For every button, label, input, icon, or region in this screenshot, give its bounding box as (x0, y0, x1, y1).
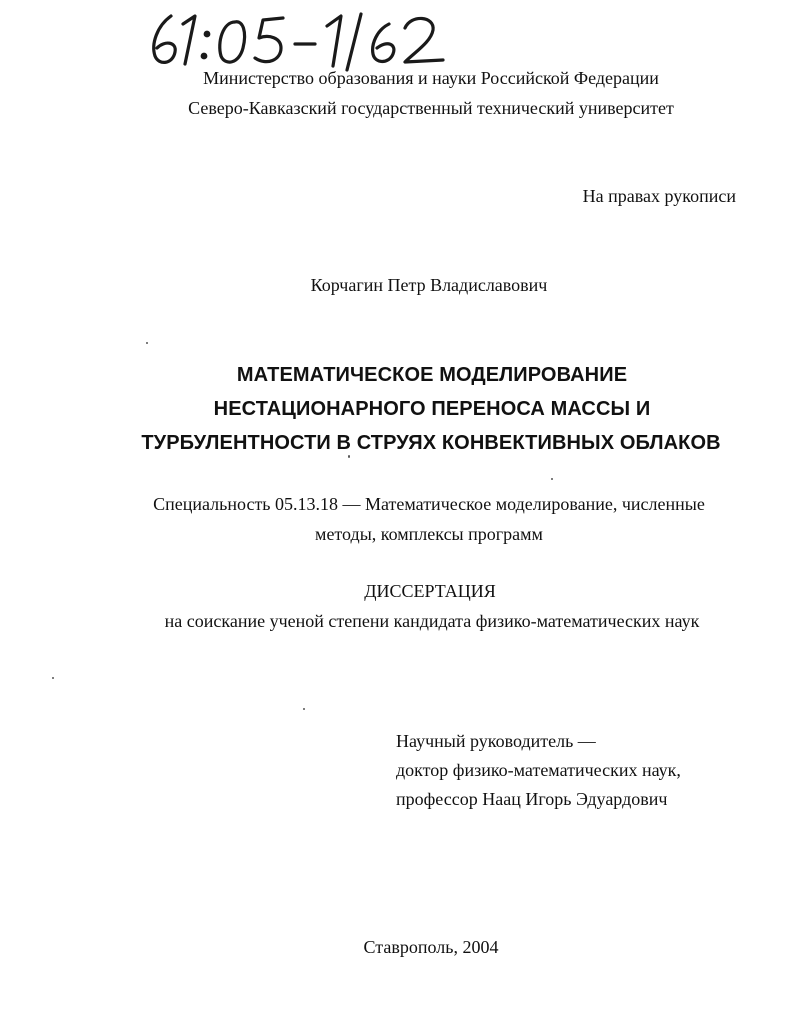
specialty-line-2: методы, комплексы программ (315, 524, 543, 544)
supervisor-line-2: доктор физико-математических наук, (396, 760, 681, 780)
thesis-title-line-1: МАТЕМАТИЧЕСКОЕ МОДЕЛИРОВАНИЕ (236, 364, 628, 386)
supervisor-line-3: профессор Наац Игорь Эдуардович (396, 789, 668, 809)
manuscript-note: На правах рукописи (582, 186, 736, 206)
supervisor-line-1: Научный руководитель — (396, 731, 596, 751)
ministry-name: Министерство образования и науки Российской Федерации (203, 68, 659, 88)
city-year: Ставрополь, 2004 (363, 937, 499, 957)
thesis-title-line-2: НЕСТАЦИОНАРНОГО ПЕРЕНОСА МАССЫ И (213, 398, 651, 420)
handwritten-archive-code (143, 8, 453, 72)
university-name: Северо-Кавказский государственный технический университет (188, 98, 674, 118)
scan-speck (52, 677, 54, 679)
scan-speck (303, 708, 305, 710)
dissertation-label: ДИССЕРТАЦИЯ (364, 581, 496, 601)
thesis-title-line-3: ТУРБУЛЕНТНОСТИ В СТРУЯХ КОНВЕКТИВНЫХ ОБЛАКОВ (141, 432, 721, 454)
scan-speck (146, 342, 148, 344)
scan-speck (348, 455, 350, 458)
scan-speck (551, 478, 553, 480)
author-name: Корчагин Петр Владиславович (310, 275, 548, 295)
dissertation-subtitle: на соискание ученой степени кандидата физико-математических наук (164, 611, 700, 631)
specialty-line-1: Специальность 05.13.18 — Математическое моделирование, численные (153, 494, 705, 514)
